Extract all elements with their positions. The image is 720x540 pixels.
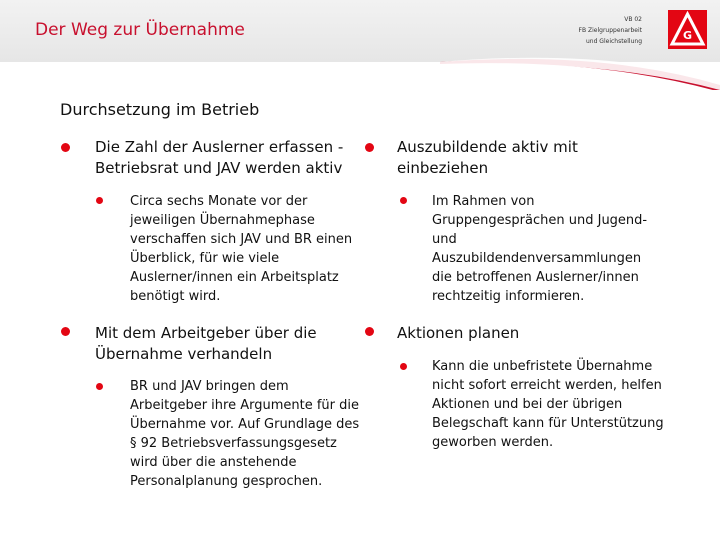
svg-text:G: G — [682, 29, 693, 42]
slide-title: Der Weg zur Übernahme — [35, 20, 245, 40]
org-label — [579, 14, 642, 47]
sub-bullet-icon — [96, 383, 103, 390]
bullet-sub: BR und JAV bringen dem Arbeitgeber ihre Argumente für die Übernahme vor. Auf Grundlage des § 92 Betriebsverfassungsgesetz wird über die anstehende Personalplanung gesprochen. — [130, 379, 360, 489]
bullet-icon — [61, 143, 70, 152]
bullet-main: Auszubildende aktiv mit einbeziehen — [397, 138, 578, 177]
org-line: FB Zielgruppenarbeit — [578, 27, 642, 34]
bullet-main: Die Zahl der Auslerner erfassen - Betriebsrat und JAV werden aktiv — [95, 138, 344, 177]
org-line: VB 02 — [624, 16, 642, 23]
bullet-main: Aktionen planen — [397, 324, 520, 342]
bullet-main: Mit dem Arbeitgeber über die Übernahme verhandeln — [95, 324, 317, 363]
bullet-sub: Im Rahmen von Gruppengesprächen und Jugend- und Auszubildendenversammlungen die betroffenen Auslerner/innen rechtzeitig informieren. — [432, 194, 648, 304]
bullet-icon — [61, 327, 70, 336]
org-line: und Gleichstellung — [585, 38, 642, 45]
bullet-sub: Kann die unbefristete Übernahme nicht sofort erreicht werden, helfen Aktionen und bei der übrigen Belegschaft kann für Unterstützung geworben werden. — [432, 359, 664, 450]
sub-bullet-icon — [400, 363, 407, 370]
sub-bullet-icon — [96, 197, 103, 204]
igm-logo — [668, 10, 707, 49]
bullet-icon — [365, 327, 374, 336]
bullet-icon — [365, 143, 374, 152]
sub-bullet-icon — [400, 197, 407, 204]
bullet-sub: Circa sechs Monate vor der jeweiligen Übernahmephase verschaffen sich JAV und BR einen Überblick, für wie viele Auslerner/innen ein Arbeitsplatz benötigt wird. — [130, 194, 353, 304]
section-title: Durchsetzung im Betrieb — [60, 100, 260, 119]
